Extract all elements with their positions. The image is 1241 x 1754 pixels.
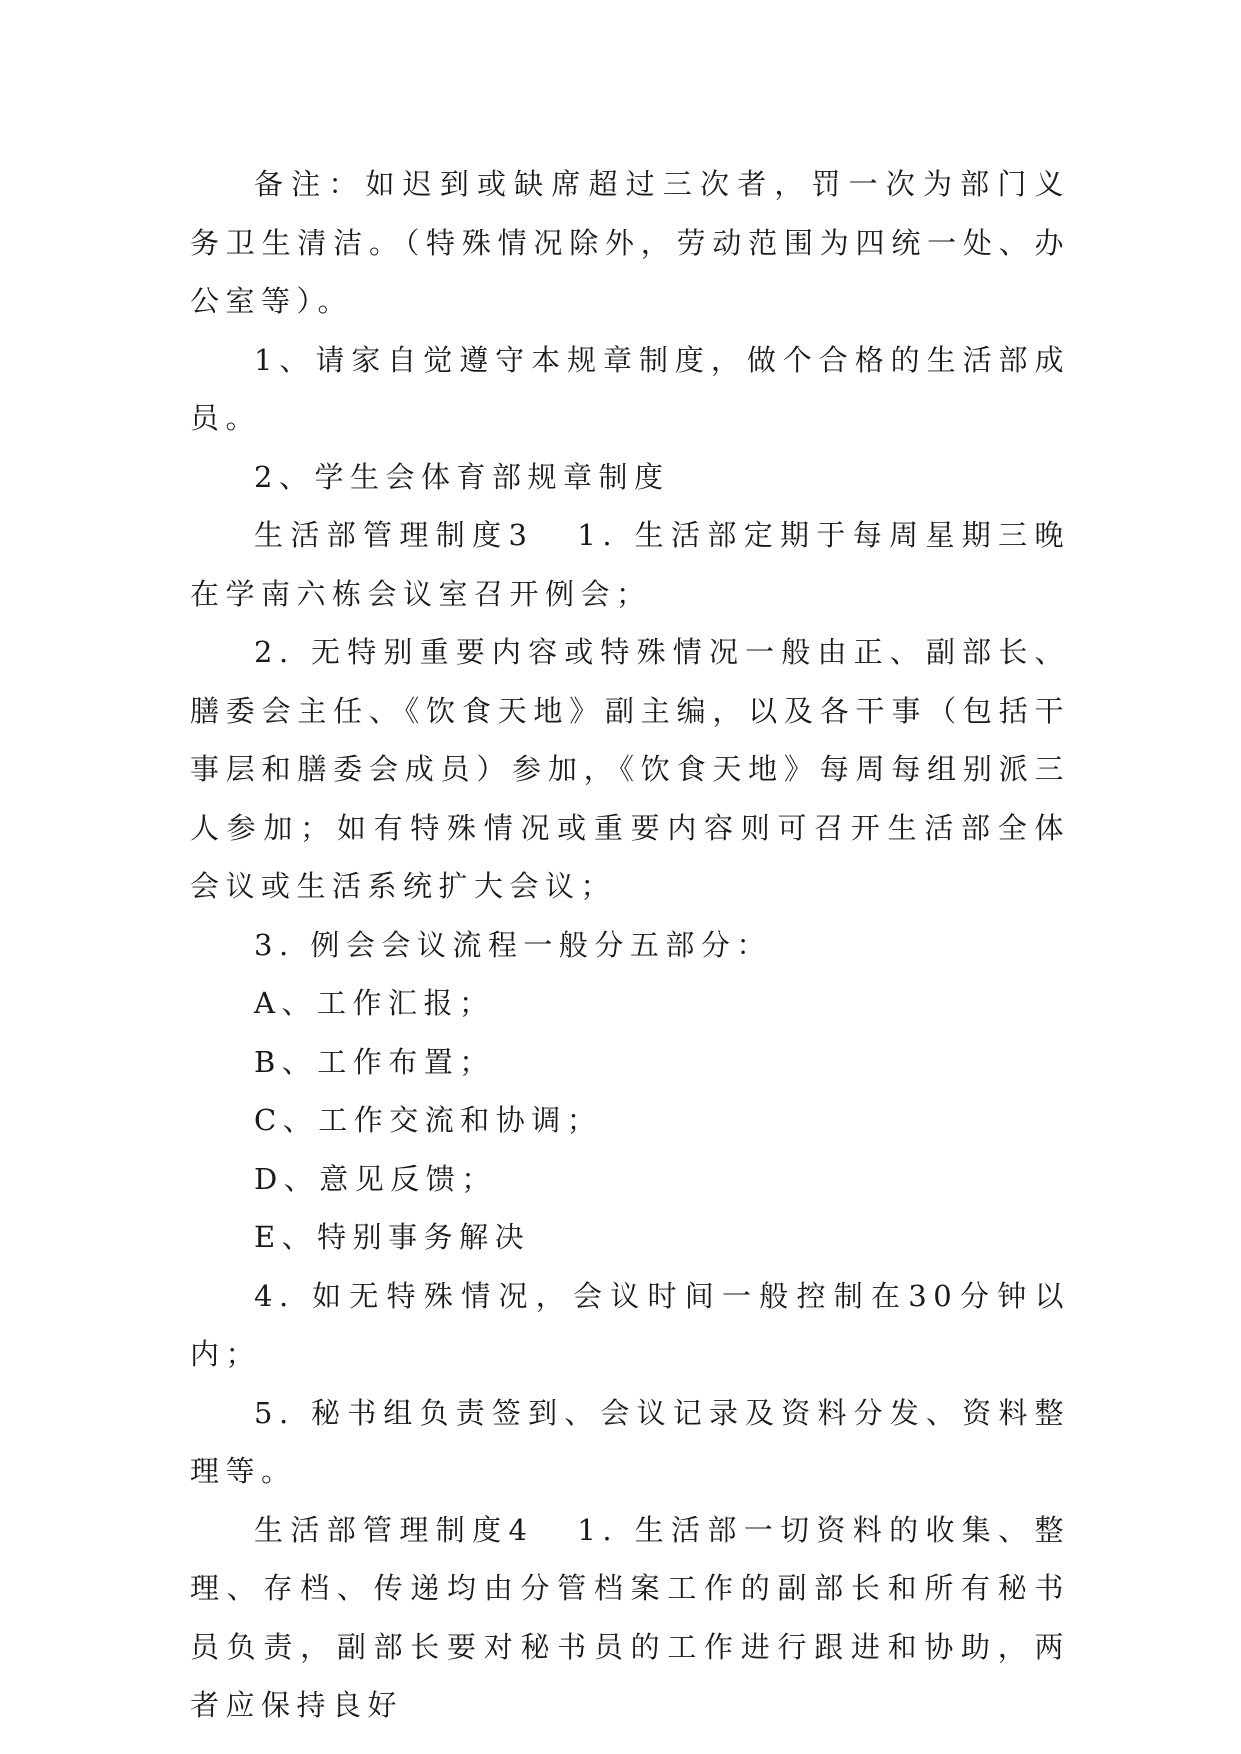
section-4-item-1 <box>190 1501 1070 1735</box>
agenda-item-b: B、工作布置； <box>254 1044 495 1079</box>
rule-item-2: 2、学生会体育部规章制度 <box>254 459 670 494</box>
section-3-item-5: 5. 秘书组负责签到、会议记录及资料分发、资料整理等。 <box>190 1395 1070 1488</box>
agenda-item-a: A、工作汇报； <box>254 986 495 1020</box>
document-body <box>190 155 1070 1735</box>
section-3-item-4: 4. 如无特殊情况，会议时间一般控制在30分钟以内； <box>190 1278 1070 1371</box>
section-3-item-2: 2. 无特别重要内容或特殊情况一般由正、副部长、膳委会主任、《饮食天地》副主编，以及各干事（包括干事层和膳委会成员）参加，《饮食天地》每周每组别派三人参加；如有特殊情况或重要内容则可召开生活部全体会议或生活系统扩大会议； <box>190 635 1070 903</box>
agenda-item-e: E、特别事务解决 <box>254 1220 531 1254</box>
section-heading-4: 生活部管理制度4 <box>254 1512 534 1547</box>
section-4-item-1-text: 1. 生活部一切资料的收集、整理、存档、传递均由分管档案工作的副部长和所有秘书员负责，副部长要对秘书员的工作进行跟进和协助，两者应保持良好 <box>190 1512 1070 1722</box>
rule-item-1: 1、请家自觉遵守本规章制度，做个合格的生活部成员。 <box>190 342 1070 435</box>
section-3-item-3: 3. 例会会议流程一般分五部分： <box>254 927 772 962</box>
section-heading-3: 生活部管理制度3 <box>254 518 534 552</box>
section-3-item-1 <box>190 506 1070 623</box>
agenda-item-d: D、意见反馈； <box>254 1161 497 1196</box>
note-paragraph: 备注：如迟到或缺席超过三次者，罚一次为部门义务卫生清洁。（特殊情况除外，劳动范围为四统一处、办公室等）。 <box>190 167 1070 318</box>
section-3-item-1-text: 1. 生活部定期于每周星期三晚在学南六栋会议室召开例会； <box>190 518 1070 611</box>
agenda-item-c: C、工作交流和协调； <box>254 1103 603 1137</box>
